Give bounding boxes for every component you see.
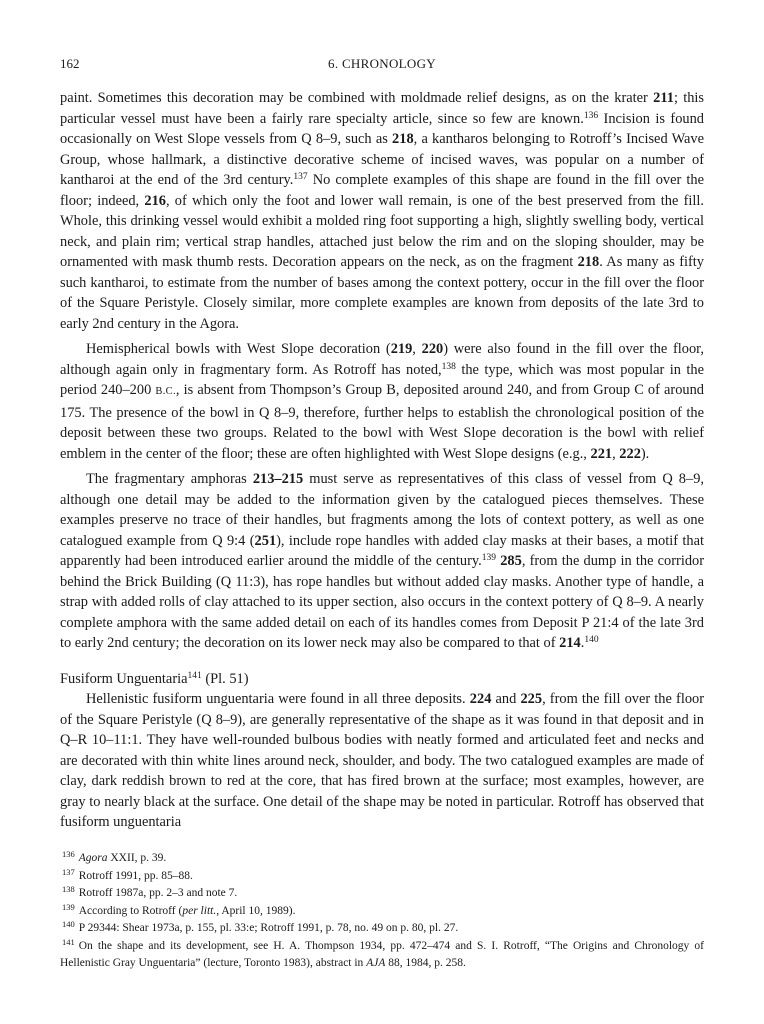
footnote: $^{140}$ P 29344: Shear 1973a, p. 155, pl. 33:e; Rotroff 1991, p. 78, no. 49 on p. 80, pl. 27.: [62, 919, 459, 934]
catalogue-ref: 221: [590, 445, 613, 462]
page-header: [60, 56, 704, 76]
paragraph: The fragmentary amphoras 213–215 must serve as representatives of this class of vessel from Q 8–9, although one detail may be added to the information given by the catalogued pieces themselves. These examples preserve no trace of their handles, but fragments among the lots of context pottery, as well as one catalogued example from Q 9:4 (251), include rope handles with added clay masks at their bases, a motif that apparently had been introduced earlier around the middle of the century.$^{139}$ 285, from the dump in the corridor behind the Brick Building (Q 11:3), has rope handles but without added clay masks. Another type of handle, a strap with added rolls of clay attached to its upper section, also occurs in the context pottery of Q 8–9. A nearly complete amphora with the same added detail on each of its handles comes from Deposit P 21:4 of the late 3rd to early 2nd century; the decoration on its lower neck may also be compared to that of 214.$^{140}$: [60, 471, 705, 651]
footnote-ref[interactable]: 141: [187, 670, 202, 681]
paragraph: Hemispherical bowls with West Slope decoration (219, 220) were also found in the fill over the floor, although again only in fragmentary form. As Rotroff has noted,$^{138}$ the type, which was most popular in the period 240–200 B.C., is absent from Thompson’s Group B, deposited around 240, and from Group C of around 175. The presence of the bowl in Q 8–9, therefore, further helps to establish the chronological position of the deposit between these two groups. Related to the bowl with West Slope decoration is the bowl with relief emblem in the center of the floor; these are often highlighted with West Slope designs (e.g., 221, 222).: [60, 341, 704, 462]
footnote: $^{138}$ Rotroff 1987a, pp. 2–3 and note 7.: [62, 884, 238, 899]
page-number: 162: [60, 56, 80, 71]
footnote-ref[interactable]: 136: [583, 110, 599, 121]
small-caps-era: B.C.: [155, 386, 176, 397]
catalogue-ref: 211: [653, 90, 674, 106]
running-head: 6. CHRONOLOGY: [328, 56, 436, 71]
footnote-ref[interactable]: 140: [584, 635, 599, 645]
catalogue-ref: 218: [577, 254, 600, 270]
catalogue-ref: 220: [421, 341, 444, 357]
catalogue-ref: 216: [144, 192, 166, 209]
footnote: $^{136}$ Agora XXII, p. 39.: [62, 849, 167, 864]
footnote: $^{137}$ Rotroff 1991, pp. 85–88.: [62, 866, 193, 882]
catalogue-ref: 222: [619, 445, 641, 462]
footnotes: [60, 850, 704, 973]
catalogue-ref: 214: [559, 635, 581, 651]
page: [60, 56, 704, 833]
catalogue-ref: 219: [390, 341, 413, 357]
section-heading: Fusiform Unguentaria$^{141}$ (Pl. 51): [60, 670, 249, 687]
catalogue-ref: 218: [392, 131, 414, 147]
catalogue-ref: 225: [520, 691, 543, 707]
paragraph: Hellenistic fusiform unguentaria were found in all three deposits. 224 and 225, from the fill over the floor of the Square Peristyle (Q 8–9), are generally representative of the shape as it was found in that deposit and in Q–R 10–11:1. They have well-rounded bulbous bodies with neatly formed and articulated feet and necks and are decorated with thin white lines around neck, shoulder, and body. The two catalogued examples are made of clay, dark reddish brown to red at the core, that has fired brown at the surface; most examples, however, are gray to nearly black at the surface. One detail of the shape may be noted in particular. Rotroff has observed that fusiform unguentaria: [60, 691, 705, 830]
footnote-ref[interactable]: 139: [481, 553, 497, 563]
body-text: [60, 88, 704, 833]
footnote: $^{139}$ According to Rotroff (per litt., April 10, 1989).: [62, 901, 296, 917]
catalogue-ref: 224: [469, 691, 492, 707]
footnote: $^{141}$ On the shape and its development, see H. A. Thompson 1934, pp. 472–474 and S. I. Rotroff, “The Origins and Chronology of Hellenistic Gray Unguentaria” (lecture, Toronto 1983), abstract in AJA 88, 1984, p. 258.: [60, 936, 704, 969]
footnote-ref[interactable]: 137: [293, 172, 308, 182]
footnote-ref[interactable]: 138: [441, 361, 456, 372]
catalogue-ref: 213–215: [252, 471, 304, 487]
paragraph: paint. Sometimes this decoration may be combined with moldmade relief designs, as on the krater 211; this particular vessel must have been a fairly rare specialty article, since so few are known.$^{136}$ Incision is found occasionally on West Slope vessels from Q 8–9, such as 218, a kantharos belonging to Rotroff’s Incised Wave Group, whose hallmark, a distinctive decorative scheme of incised waves, was popular on a number of kantharoi at the end of the 3rd century.$^{137}$ No complete examples of this shape are found in the fill over the floor; indeed, 216, of which only the foot and lower wall remain, is one of the best preserved from the fill. Whole, this drinking vessel would exhibit a molded ring foot supporting a high, slightly swelling body, vertical neck, and plain rim; vertical strap handles, attached just below the rim and on the sloping shoulder, may be ornamented with mask thumb rests. Decoration appears on the neck, as on the fragment 218. As many as fifty such kantharoi, to estimate from the number of bases among the context pottery, occur in the fill over the floor of the Square Peristyle. Closely similar, more complete examples are known from deposits of the late 3rd to early 2nd century in the Agora.: [60, 90, 705, 332]
catalogue-ref: 285: [500, 553, 522, 569]
catalogue-ref: 251: [254, 532, 277, 549]
